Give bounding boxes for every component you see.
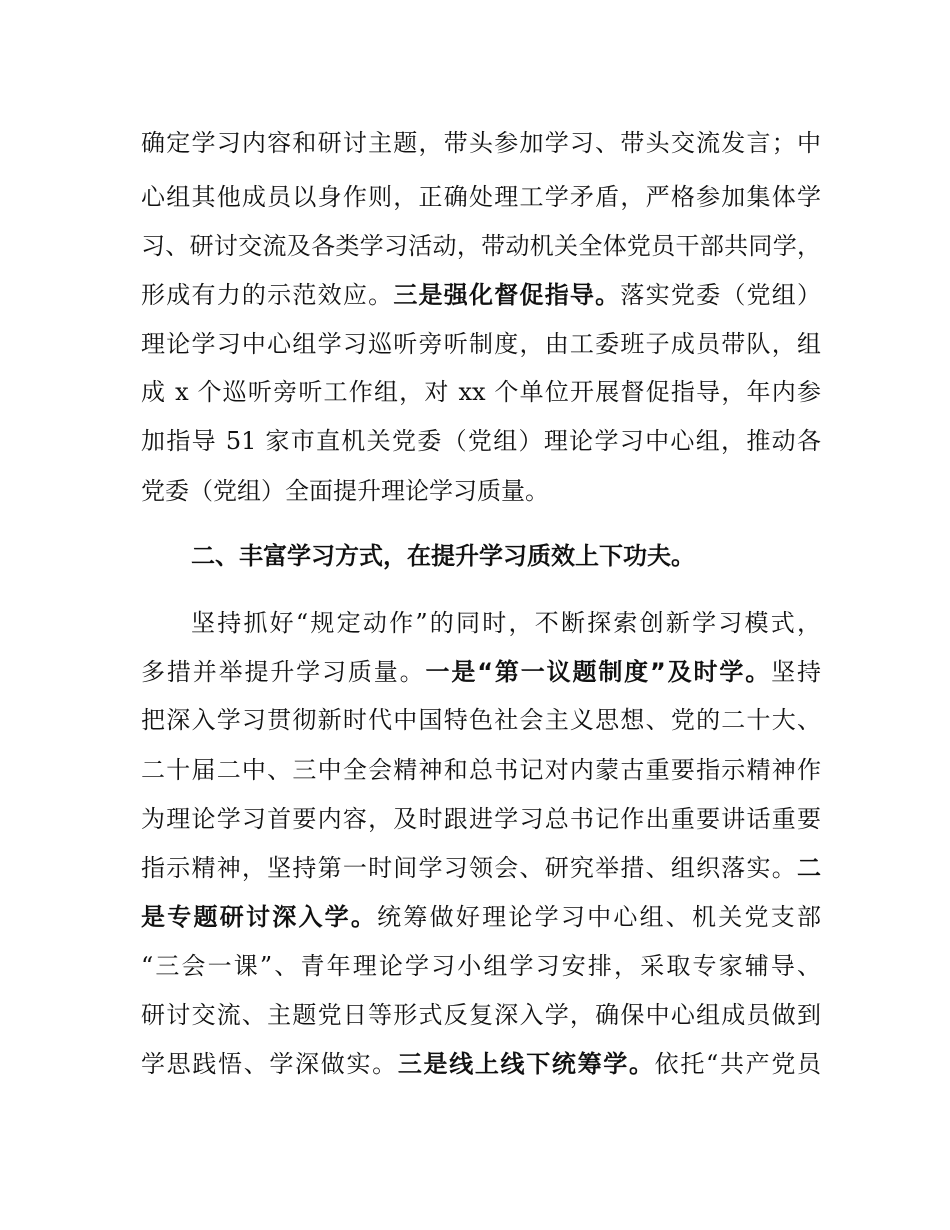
text-line xyxy=(141,1044,821,1084)
body-text: 成 x 个巡听旁听工作组，对 xx 个单位开展督促指导，年内参 xyxy=(141,378,821,406)
text-line xyxy=(141,275,821,315)
body-text: 理论学习中心组学习巡听旁听制度，由工委班子成员带队，组 xyxy=(141,330,821,358)
text-line xyxy=(141,372,821,412)
text-line xyxy=(141,652,821,692)
text-line xyxy=(141,897,821,937)
text-line xyxy=(141,946,821,986)
bold-lead-text: 一是“第一议题制度”及时学。 xyxy=(425,658,772,686)
body-text: 多措并举提升学习质量。 xyxy=(141,658,426,686)
section-heading-2: 二、丰富学习方式，在提升学习质效上下功夫。 xyxy=(191,542,695,570)
text-line xyxy=(141,324,821,364)
body-text: 二十届二中、三中全会精神和总书记对内蒙古重要指示精神作 xyxy=(141,756,821,784)
body-text: 党委（党组）全面提升理论学习质量。 xyxy=(141,477,549,505)
bold-lead-text: 三是强化督促指导。 xyxy=(393,281,621,309)
body-text: 确定学习内容和研讨主题，带头参加学习、带头交流发言；中 xyxy=(141,129,821,157)
body-text: 学思践悟、学深做实。 xyxy=(141,1050,398,1078)
body-text: 落实党委（党组） xyxy=(620,281,822,309)
body-text: 指示精神，坚持第一时间学习领会、研究举措、组织落实。 xyxy=(141,854,797,882)
body-text: “三会一课”、青年理论学习小组学习安排，采取专家辅导、 xyxy=(141,952,821,980)
body-text: 把深入学习贯彻新时代中国特色社会主义思想、党的二十大、 xyxy=(141,706,821,734)
body-text: 研讨交流、主题党日等形式反复深入学，确保中心组成员做到 xyxy=(141,1001,821,1029)
body-text: 坚持抓好“规定动作”的同时，不断探索创新学习模式， xyxy=(191,609,821,637)
body-text: 形成有力的示范效应。 xyxy=(141,281,394,309)
text-line xyxy=(141,848,821,888)
bold-lead-text: 三是线上线下统筹学。 xyxy=(397,1050,655,1078)
body-text: 加指导 51 家市直机关党委（党组）理论学习中心组，推动各 xyxy=(141,427,821,455)
bold-lead-text: 二 xyxy=(797,854,821,882)
text-line xyxy=(141,799,821,839)
text-line xyxy=(191,603,821,643)
text-line xyxy=(141,700,821,740)
body-text: 心组其他成员以身作则，正确处理工学矛盾，严格参加集体学 xyxy=(141,183,821,211)
body-text: 习、研讨交流及各类学习活动，带动机关全体党员干部共同学， xyxy=(141,232,821,260)
text-line xyxy=(141,750,821,790)
body-text: 为理论学习首要内容，及时跟进学习总书记作出重要讲话重要 xyxy=(141,805,821,833)
text-line xyxy=(141,177,821,217)
text-line xyxy=(141,123,821,163)
body-text: 坚持 xyxy=(771,658,822,686)
body-text: 依托“共产党员 xyxy=(654,1050,822,1078)
bold-lead-text: 是专题研讨深入学。 xyxy=(141,903,378,931)
text-line xyxy=(141,995,821,1035)
text-line xyxy=(141,421,821,461)
text-line xyxy=(141,471,821,511)
text-line xyxy=(141,226,821,266)
body-text: 统筹做好理论学习中心组、机关党支部 xyxy=(377,903,822,931)
